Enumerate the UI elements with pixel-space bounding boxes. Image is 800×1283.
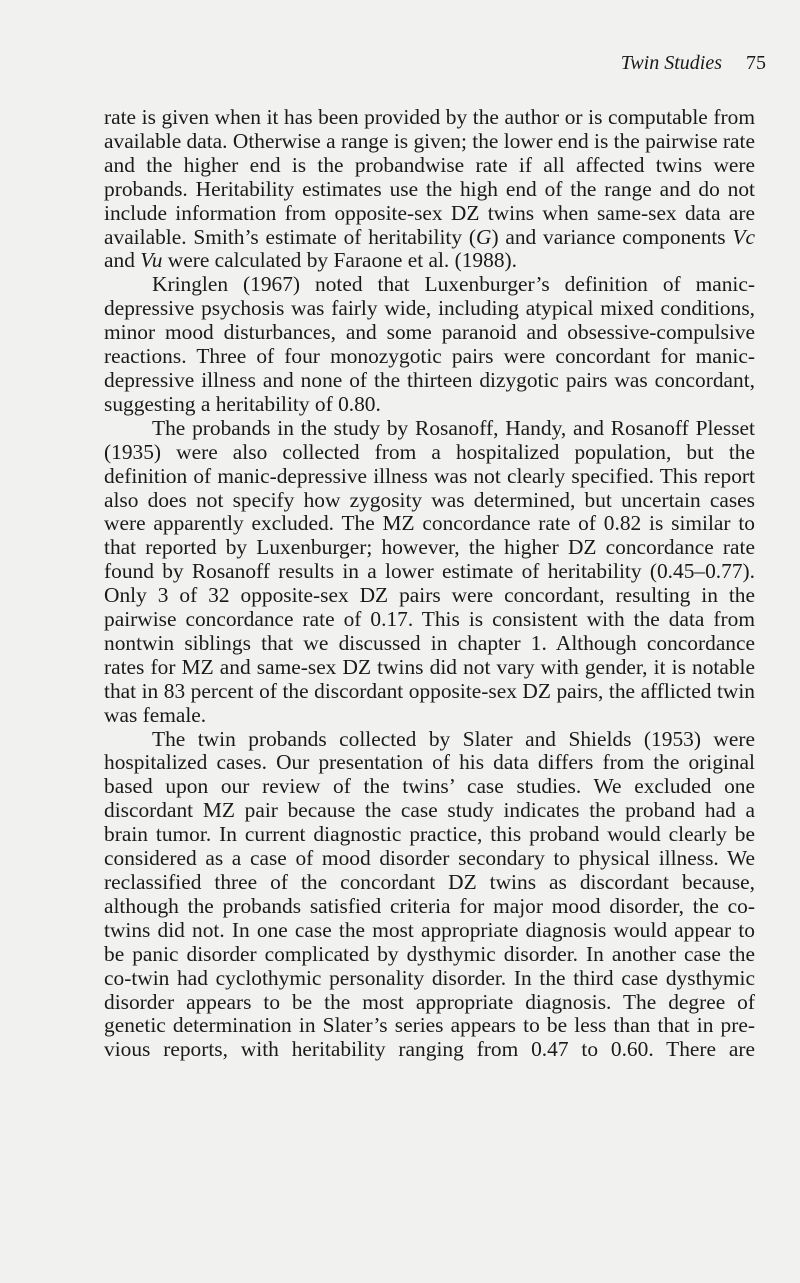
italic-term: Vu <box>140 248 163 273</box>
italic-term: G <box>475 224 492 249</box>
italic-term: Vc <box>732 224 755 249</box>
running-title: Twin Studies <box>620 52 722 74</box>
text-run: Kringlen (1967) noted that Luxenburger’s definition of manic-depressive psychosis was fairly wide, including atypical mixed conditions, minor mood disturbances, and some paranoid and obsessive-compulsive reactions. Three of four monozygotic pairs were concordant for manic-depressive illness and none of the thirteen dizygotic pairs was concordant, suggesting a heritability of 0.80. <box>104 272 755 416</box>
page-number: 75 <box>746 52 766 74</box>
text-run: and <box>104 248 141 273</box>
paragraph <box>104 273 755 416</box>
body-text <box>104 106 755 1062</box>
text-run: The probands in the study by Rosanoff, Handy, and Rosanoff Plesset (1935) were also collected from a hospitalized population, but the definition of manic-depressive illness was not clearly specified. This report also does not specify how zygosity was determined, but uncertain cases were apparently excluded. The MZ concordance rate of 0.82 is similar to that reported by Luxenburger; however, the higher DZ concordance rate found by Rosanoff results in a lower estimate of heritability (0.45–0.77). Only 3 of 32 opposite-sex DZ pairs were concordant, resulting in the pairwise concordance rate of 0.17. This is consistent with the data from nontwin siblings that we discussed in chapter 1. Although concordance rates for MZ and same-sex DZ twins did not vary with gender, it is notable that in 83 percent of the discordant opposite-sex DZ pairs, the afflicted twin was female. <box>104 415 755 727</box>
text-run: were calculated by Faraone et al. (1988). <box>162 248 517 273</box>
paragraph <box>104 728 755 1063</box>
paragraph <box>104 417 755 728</box>
text-run: The twin probands collected by Slater and Shields (1953) were hospitalized cases. Our presentation of his data differs from the original based upon our review of the twins’ case studies. We excluded one discordant MZ pair because the case study indicates the proband had a brain tumor. In current diagnostic practice, this proband would clearly be considered as a case of mood disorder secondary to physical illness. We reclassified three of the concordant DZ twins as discordant because, although the probands satisfied criteria for major mood disorder, the co-twins did not. In one case the most appropriate diagnosis would appear to be panic disorder complicated by dysthymic disorder. In another case the co-twin had cyclothymic personality disorder. In the third case dysthymic disorder appears to be the most appropriate diagnosis. The degree of genetic determination in Slater’s series appears to be less than that in previous reports, with heritability ranging from 0.47 to 0.60. There are <box>104 726 755 1062</box>
text-run: ) and variance components <box>491 224 733 249</box>
text-run: rate is given when it has been provided by the author or is computable from available data. Otherwise a range is given; the lower end is the pairwise rate and the higher end is the probandwise rate if all affected twins were probands. Heritability estimates use the high end of the range and do not include information from opposite-sex DZ twins when same-sex data are available. Smith’s estimate of heritability ( <box>104 105 755 249</box>
running-header <box>621 52 766 75</box>
paragraph <box>104 106 755 273</box>
